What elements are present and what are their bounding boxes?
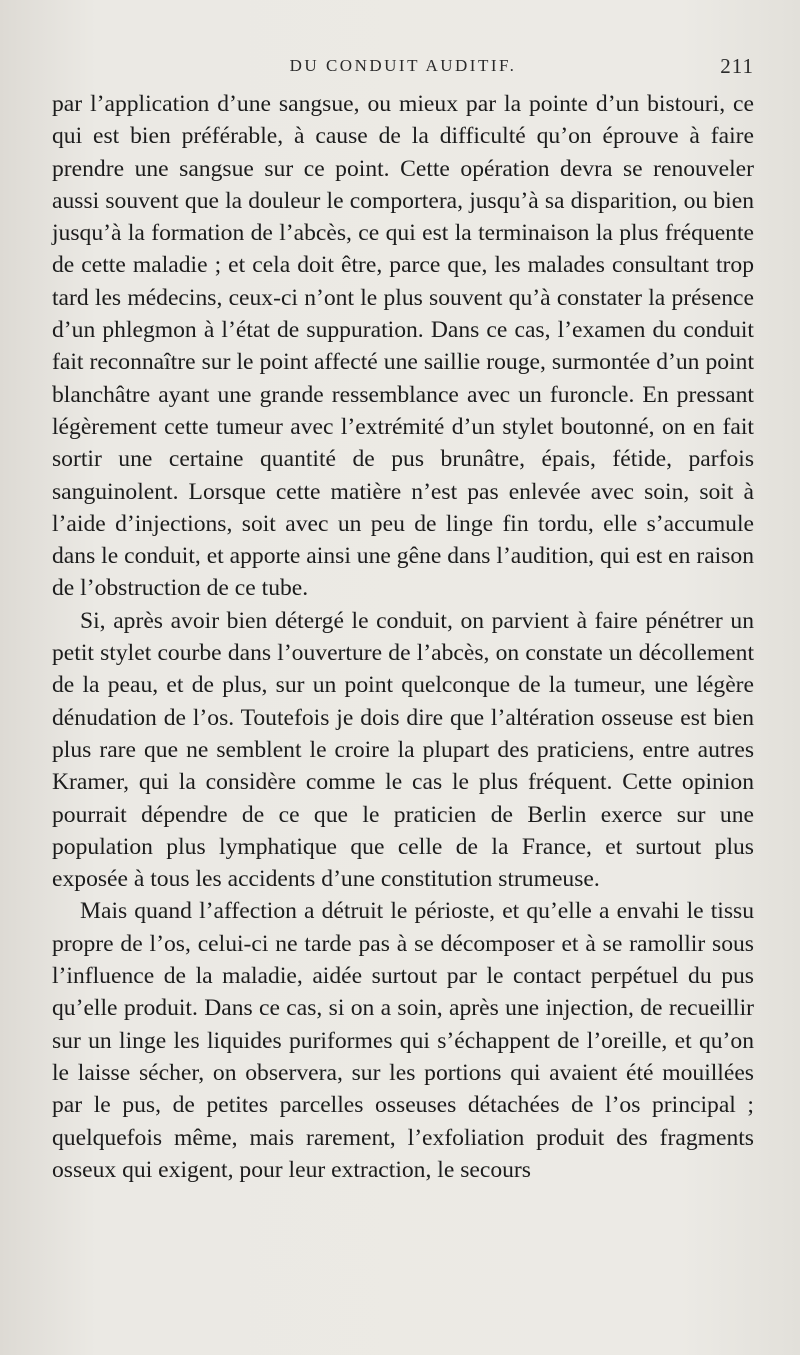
running-head bbox=[52, 48, 754, 88]
paragraph-3: Mais quand l’affection a détruit le périoste, et qu’elle a envahi le tissu propre de l’os, celui-ci ne tarde pas à se décomposer et à se ramollir sous l’influence de la maladie, aidée surtout par le contact perpétuel du pus qu’elle produit. Dans ce cas, si on a soin, après une injection, de recueillir sur un linge les liquides puriformes qui s’échappent de l’oreille, et qu’on le laisse sécher, on observera, sur les portions qui avaient été mouillées par le pus, de petites parcelles osseuses détachées de l’os principal ; quelquefois même, mais rarement, l’exfoliation produit des fragments osseux qui exigent, pour leur extraction, le secours bbox=[52, 898, 754, 1183]
paragraph-1: par l’application d’une sangsue, ou mieux par la pointe d’un bistouri, ce qui est bien préférable, à cause de la difficulté qu’on éprouve à faire prendre une sangsue sur ce point. Cette opération devra se renouveler aussi souvent que la douleur le comportera, jusqu’à sa disparition, ou bien jusqu’à la formation de l’abcès, ce qui est la terminaison la plus fréquente de cette maladie ; et cela doit être, parce que, les malades consultant trop tard les médecins, ceux-ci n’ont le plus souvent qu’à constater la présence d’un phlegmon à l’état de suppuration. Dans ce cas, l’examen du conduit fait reconnaître sur le point affecté une saillie rouge, surmontée d’un point blanchâtre ayant une grande ressemblance avec un furoncle. En pressant légèrement cette tumeur avec l’extrémité d’un stylet boutonné, on en fait sortir une certaine quantité de pus brunâtre, épais, fétide, parfois sanguinolent. Lorsque cette matière n’est pas enlevée avec soin, soit à l’aide d’injections, soit avec un peu de linge fin tordu, elle s’accumule dans le conduit, et apporte ainsi une gêne dans l’audition, qui est en raison de l’obstruction de ce tube. bbox=[52, 91, 754, 602]
page-number: 211 bbox=[720, 54, 754, 78]
body-text bbox=[52, 88, 754, 1186]
running-title: DU CONDUIT AUDITIF. bbox=[289, 56, 517, 75]
paragraph-2: Si, après avoir bien détergé le conduit, on parvient à faire pénétrer un petit stylet courbe dans l’ouverture de l’abcès, on constate un décollement de la peau, et de plus, sur un point quelconque de la tumeur, une légère dénudation de l’os. Toutefois je dois dire que l’altération osseuse est bien plus rare que ne semblent le croire la plupart des praticiens, entre autres Kramer, qui la considère comme le cas le plus fréquent. Cette opinion pourrait dépendre de ce que le praticien de Berlin exerce sur une population plus lymphatique que celle de la France, et surtout plus exposée à tous les accidents d’une constitution strumeuse. bbox=[52, 607, 754, 893]
